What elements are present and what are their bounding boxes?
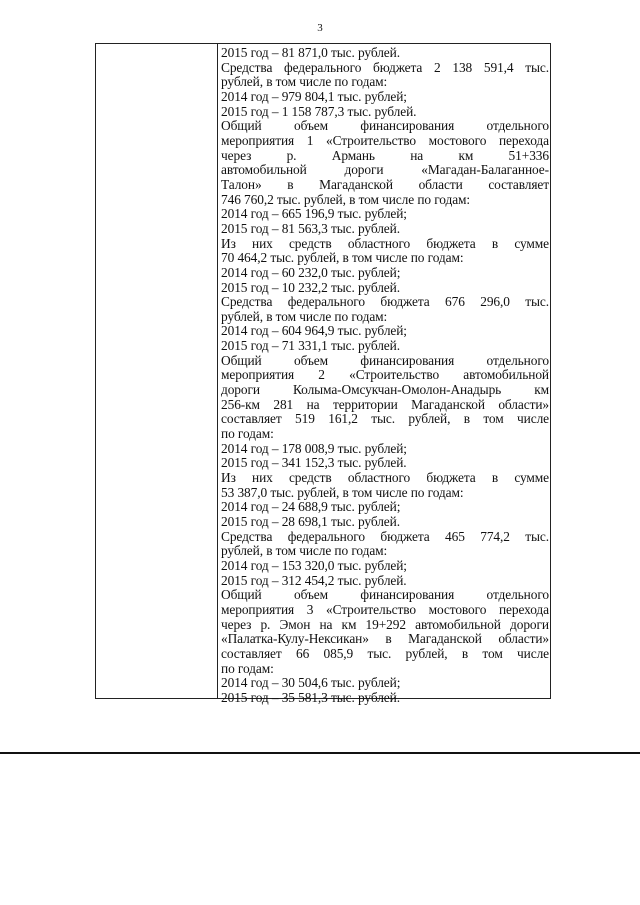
text-line: 2015 год – 81 871,0 тыс. рублей. — [221, 46, 400, 60]
text-line: «Палатка-Кулу-Нексикан» в Магаданской области» — [221, 632, 549, 647]
text-line: мероприятия 3 «Строительство мостового перехода — [221, 602, 549, 617]
text-line: 2015 год – 10 232,2 тыс. рублей. — [221, 280, 400, 295]
text-line: составляет 66 085,9 тыс. рублей, в том числе — [221, 646, 549, 661]
text-line: дороги Колыма-Омсукчан-Омолон-Анадырь км — [221, 383, 549, 398]
text-line: Общий объем финансирования отдельного — [221, 119, 549, 134]
text-line: рублей, в том числе по годам: — [221, 544, 388, 559]
bottom-rule — [0, 752, 640, 754]
text-line: 2015 год – 71 331,1 тыс. рублей. — [221, 339, 400, 354]
text-line: составляет 519 161,2 тыс. рублей, в том числе — [221, 412, 549, 427]
text-line: 2015 год – 28 698,1 тыс. рублей. — [221, 515, 400, 529]
text-line: 2014 год – 24 688,9 тыс. рублей; — [221, 500, 401, 515]
text-line: 2015 год – 1 158 787,3 тыс. рублей. — [221, 104, 417, 119]
text-line: 2014 год – 665 196,9 тыс. рублей; — [221, 207, 407, 222]
text-line: мероприятия 2 «Строительство автомобильной — [221, 368, 549, 383]
text-line: 2014 год – 30 504,6 тыс. рублей; — [221, 676, 401, 691]
text-line: по годам: — [221, 661, 274, 676]
text-line: 2014 год – 153 320,0 тыс. рублей; — [221, 558, 407, 573]
document-table — [95, 43, 551, 705]
text-line: Из них средств областного бюджета в сумме — [221, 236, 549, 251]
text-line: Общий объем финансирования отдельного — [221, 353, 549, 368]
text-line: Средства федерального бюджета 2 138 591,4 тыс. — [221, 60, 549, 75]
text-line: 2015 год – 312 454,2 тыс. рублей. — [221, 573, 407, 588]
text-line: 2014 год – 979 804,1 тыс. рублей; — [221, 89, 407, 104]
text-line: 2015 год – 81 563,3 тыс. рублей. — [221, 221, 400, 236]
text-line: через р. Эмон на км 19+292 автомобильной дороги — [221, 617, 549, 632]
text-line: 53 387,0 тыс. рублей, в том числе по годам: — [221, 485, 464, 500]
text-line: 746 760,2 тыс. рублей, в том числе по годам: — [221, 192, 471, 207]
text-line: рублей, в том числе по годам: — [221, 309, 388, 324]
text-line: 2014 год – 604 964,9 тыс. рублей; — [221, 324, 407, 339]
text-line: 2015 год – 341 152,3 тыс. рублей. — [221, 456, 407, 471]
text-line: Из них средств областного бюджета в сумме — [221, 471, 549, 486]
text-line: автомобильной дороги «Магадан-Балаганное- — [221, 163, 549, 178]
text-line: 2014 год – 60 232,0 тыс. рублей; — [221, 265, 401, 280]
text-line: Средства федерального бюджета 465 774,2 тыс. — [221, 529, 549, 544]
text-line: мероприятия 1 «Строительство мостового перехода — [221, 133, 549, 148]
text-line: 70 464,2 тыс. рублей, в том числе по годам: — [221, 251, 464, 266]
column-divider — [217, 44, 218, 698]
page-number: 3 — [317, 22, 323, 34]
text-line: 2014 год – 178 008,9 тыс. рублей; — [221, 441, 407, 456]
text-line: Талон» в Магаданской области составляет — [221, 177, 549, 192]
text-line: 256-км 281 на территории Магаданской области» — [221, 397, 549, 412]
content-cell — [221, 46, 549, 706]
text-line: рублей, в том числе по годам: — [221, 75, 388, 90]
text-line: 2015 год – 35 581,3 тыс. рублей. — [221, 690, 400, 705]
text-line: по годам: — [221, 427, 274, 442]
text-line: Средства федерального бюджета 676 296,0 тыс. — [221, 295, 549, 310]
text-line: Общий объем финансирования отдельного — [221, 588, 549, 603]
text-line: через р. Армань на км 51+336 — [221, 148, 549, 163]
